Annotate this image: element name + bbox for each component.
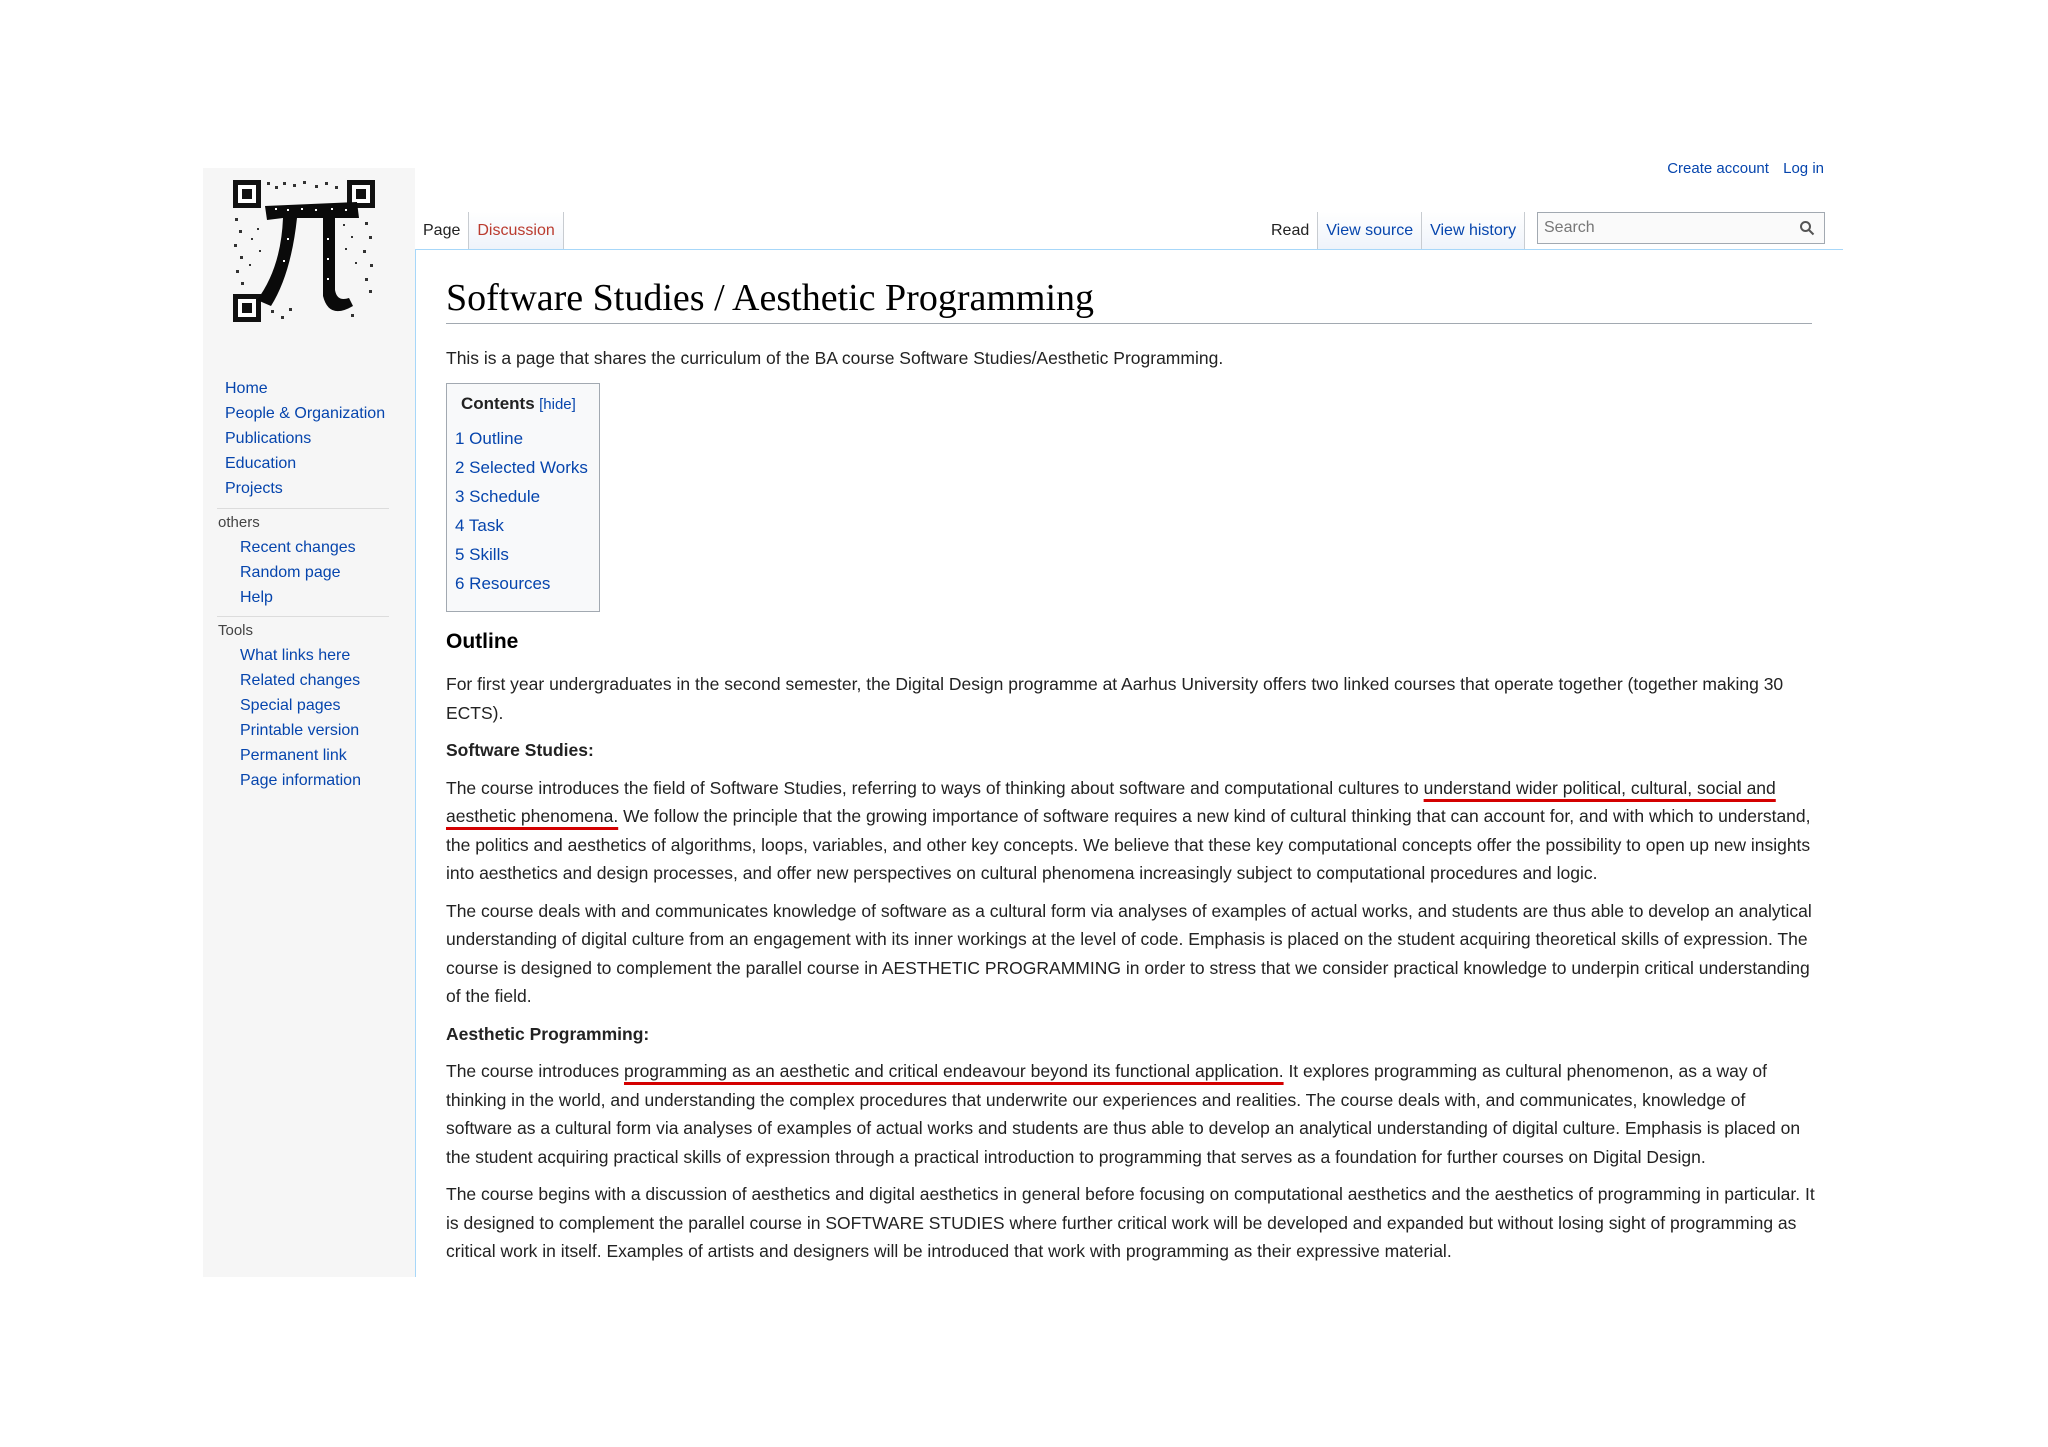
section-heading-outline: Outline bbox=[446, 630, 519, 653]
toc-item-resources[interactable]: 6 Resources bbox=[455, 574, 551, 593]
nav-education[interactable]: Education bbox=[225, 455, 297, 472]
view-tabs bbox=[1263, 212, 1525, 250]
page-title: Software Studies / Aesthetic Programming bbox=[446, 276, 1812, 324]
aesthetic-programming-paragraph-1 bbox=[446, 1057, 1816, 1171]
toc-hide-toggle[interactable]: [hide] bbox=[539, 396, 576, 413]
toc-item-skills[interactable]: 5 Skills bbox=[455, 545, 509, 564]
main-navigation bbox=[225, 376, 385, 501]
nav-recent-changes[interactable]: Recent changes bbox=[240, 539, 356, 556]
section-body bbox=[446, 670, 1816, 1275]
text-span: The course introduces the field of Software Studies, referring to ways of thinking about software and computational cultures to bbox=[446, 777, 1424, 798]
qr-pi-logo-icon bbox=[231, 178, 377, 324]
highlighted-phrase: programming as an aesthetic and critical endeavour beyond its functional application. bbox=[624, 1061, 1284, 1081]
aesthetic-programming-paragraph-2: The course begins with a discussion of aesthetics and digital aesthetics in general before focusing on computational aesthetics and the aesthetics of programming in particular. It is designed to complement the parallel course in SOFTWARE STUDIES where further critical work will be developed and expanded but without losing sight of programming as critical work in itself. Examples of artists and designers will be introduced that work with programming as their expressive material. bbox=[446, 1184, 1815, 1261]
text-span: We follow the principle that the growing importance of software requires a new kind of cultural thinking that can account for, and with which to understand, the politics and aesthetics of algorithms, loops, variables, and other key concepts. We believe that these key computational concepts offer the possibility to open up new insights into aesthetics and design processes, and offer new perspectives on cultural phenomena increasingly subject to computational procedures and logic. bbox=[446, 806, 1811, 883]
toc-item-selected-works[interactable]: 2 Selected Works bbox=[455, 458, 588, 477]
intro-text: This is a page that shares the curriculum of the BA course Software Studies/Aesthetic Programming. bbox=[446, 348, 1224, 368]
text-span: The course introduces bbox=[446, 1061, 625, 1081]
sidebar bbox=[203, 168, 415, 1277]
nav-special-pages[interactable]: Special pages bbox=[240, 697, 341, 714]
nav-related-changes[interactable]: Related changes bbox=[240, 672, 361, 689]
subheading-software-studies: Software Studies: bbox=[446, 740, 594, 760]
nav-printable-version[interactable]: Printable version bbox=[240, 722, 360, 739]
nav-help[interactable]: Help bbox=[240, 589, 273, 606]
toc-list bbox=[455, 424, 591, 598]
outline-paragraph: For first year undergraduates in the second semester, the Digital Design programme at Aarhus University offers two linked courses that operate together (together making 30 ECTS). bbox=[446, 674, 1784, 723]
tab-view-source[interactable]: View source bbox=[1318, 212, 1422, 250]
toc-item-schedule[interactable]: 3 Schedule bbox=[455, 487, 541, 506]
toc-title: Contents bbox=[461, 394, 535, 413]
text-span: It explores programming as cultural phenomenon, as a way of thinking in the world, and understanding the complex procedures that underwrite our experiences and realities. The course deals with, and communicates, knowledge of software as a cultural form via analyses of examples of actual works and students are thus able to develop an analytical understanding of digital culture. Emphasis is placed on the student acquiring practical skills of expression through a practical introduction to programming that serves as a foundation for further courses on Digital Design. bbox=[446, 1061, 1801, 1167]
nav-what-links-here[interactable]: What links here bbox=[240, 647, 351, 664]
tab-view-history[interactable]: View history bbox=[1422, 212, 1525, 250]
highlighted-phrase: understand wider political, cultural, social and aesthetic phenomena. bbox=[446, 777, 1776, 826]
log-in-link[interactable]: Log in bbox=[1783, 160, 1824, 177]
tools-heading: Tools bbox=[218, 622, 254, 639]
toc-item-outline[interactable]: 1 Outline bbox=[455, 429, 524, 448]
others-navigation bbox=[240, 535, 356, 610]
search-input[interactable] bbox=[1538, 213, 1794, 243]
site-logo[interactable] bbox=[231, 178, 377, 324]
personal-tools bbox=[1657, 160, 1824, 177]
tools-navigation bbox=[240, 643, 361, 793]
tab-discussion[interactable]: Discussion bbox=[469, 212, 563, 250]
nav-publications[interactable]: Publications bbox=[225, 430, 312, 447]
search-button[interactable] bbox=[1794, 215, 1820, 241]
software-studies-paragraph-2: The course deals with and communicates knowledge of software as a cultural form via analyses of examples of actual works, and students are thus able to develop an analytical understanding of digital culture from an engagement with its inner workings at the level of code. Emphasis is placed on the student acquiring theoretical skills of expression. The course is designed to complement the parallel course in AESTHETIC PROGRAMMING in order to stress that we consider practical knowledge to underpin critical understanding of the field. bbox=[446, 900, 1812, 1006]
nav-page-information[interactable]: Page information bbox=[240, 772, 361, 789]
nav-people-organization[interactable]: People & Organization bbox=[225, 405, 386, 422]
search-box bbox=[1537, 212, 1825, 244]
nav-home[interactable]: Home bbox=[225, 380, 268, 397]
nav-divider bbox=[217, 508, 389, 509]
search-icon bbox=[1799, 220, 1815, 236]
nav-permanent-link[interactable]: Permanent link bbox=[240, 747, 347, 764]
create-account-link[interactable]: Create account bbox=[1667, 160, 1769, 177]
subheading-aesthetic-programming: Aesthetic Programming: bbox=[446, 1023, 650, 1044]
others-heading: others bbox=[218, 514, 260, 531]
toc-item-task[interactable]: 4 Task bbox=[455, 516, 504, 535]
nav-divider bbox=[217, 616, 389, 617]
nav-projects[interactable]: Projects bbox=[225, 480, 283, 497]
table-of-contents bbox=[446, 383, 600, 612]
tab-page[interactable]: Page bbox=[415, 212, 469, 250]
tab-read[interactable]: Read bbox=[1263, 212, 1318, 250]
software-studies-paragraph-1 bbox=[446, 774, 1816, 888]
nav-random-page[interactable]: Random page bbox=[240, 564, 341, 581]
main-content bbox=[415, 250, 1843, 1277]
namespace-tabs bbox=[415, 212, 564, 250]
